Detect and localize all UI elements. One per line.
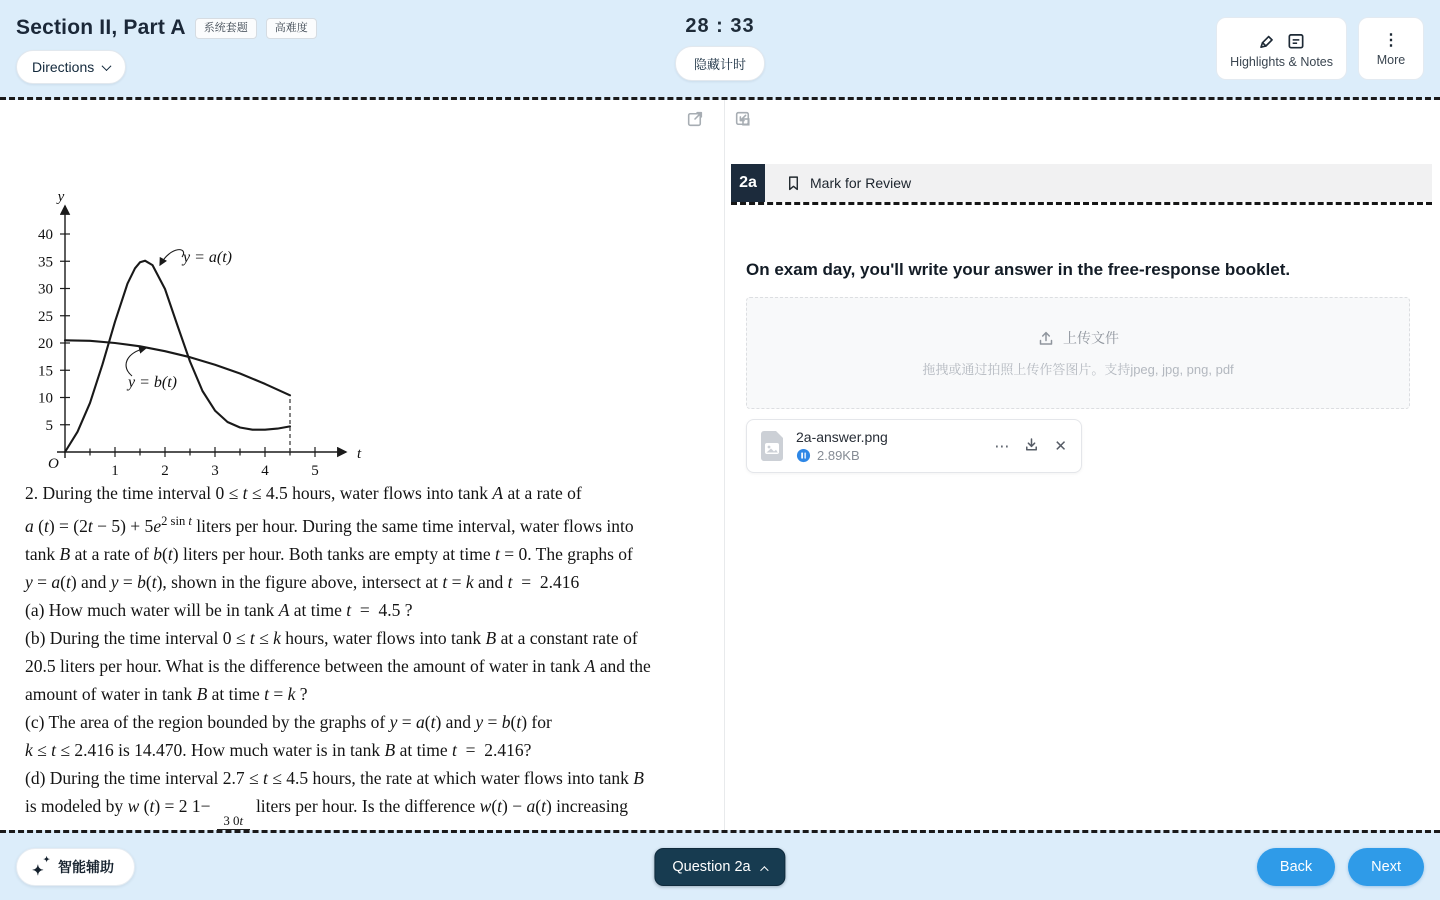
question-line: (a) How much water will be in tank A at time t = 4.5 ? — [25, 599, 413, 620]
question-line: tank B at a rate of b(t) liters per hour. Both tanks are empty at time t = 0. The graphs of — [25, 543, 633, 564]
x-tick-label: 3 — [211, 463, 219, 479]
y-tick-label: 40 — [38, 227, 53, 243]
mark-for-review-button[interactable] — [785, 174, 911, 192]
figure-graph — [20, 190, 368, 492]
ellipsis-icon: ⋯ — [994, 437, 1010, 455]
question-number-badge: 2a — [731, 164, 765, 202]
file-name: 2a-answer.png — [796, 429, 888, 445]
title-row — [16, 16, 317, 40]
x-tick-label: 2 — [161, 463, 169, 479]
header-tools — [1216, 17, 1424, 80]
main-area — [0, 100, 1440, 830]
more-button[interactable] — [1358, 17, 1424, 80]
origin-label: O — [48, 456, 59, 472]
upload-hint: 拖拽或通过拍照上传作答图片。支持jpeg, jpg, png, pdf — [922, 362, 1234, 377]
answer-instruction: On exam day, you'll write your answer in the free-response booklet. — [746, 260, 1291, 279]
upload-status-icon — [796, 448, 811, 463]
x-tick-label: 1 — [111, 463, 119, 479]
more-icon: ⋮ — [1383, 31, 1399, 49]
chevron-up-icon — [760, 866, 768, 874]
curve-a-pointer-arrow — [160, 250, 184, 265]
file-more-button[interactable] — [988, 436, 1015, 457]
x-tick-label: 5 — [311, 463, 319, 479]
y-tick-label: 15 — [38, 363, 53, 380]
question-line: y = a(t) and y = b(t), shown in the figure above, intersect at t = k and t = 2.416 — [25, 571, 580, 592]
highlighter-icon — [1257, 31, 1277, 51]
uploaded-file-card — [746, 419, 1082, 473]
ai-assist-button[interactable] — [16, 848, 135, 886]
upload-button-label: 上传文件 — [1063, 330, 1119, 346]
answer-pane — [725, 100, 1440, 830]
file-remove-button[interactable] — [1048, 436, 1073, 457]
back-button[interactable]: Back — [1257, 848, 1335, 886]
highlights-notes-label: Highlights & Notes — [1230, 54, 1333, 69]
y-tick-label: 25 — [38, 308, 53, 325]
download-icon — [1023, 436, 1040, 453]
curves — [65, 261, 290, 452]
question-line: (b) During the time interval 0 ≤ t ≤ k hours, water flows into tank B at a constant rate of — [25, 627, 638, 648]
question-header-bar — [765, 164, 1432, 202]
chevron-down-icon — [102, 61, 112, 71]
file-download-button[interactable] — [1017, 433, 1046, 459]
timer-block — [675, 15, 765, 81]
file-size: 2.89KB — [817, 448, 860, 463]
question-stem-pane — [0, 100, 724, 830]
curve-a-label: y = a(t) — [183, 249, 232, 266]
exam-footer — [0, 830, 1440, 900]
badge-difficulty: 高难度 — [266, 18, 317, 39]
ai-assist-label: 智能辅助 — [58, 859, 114, 875]
directions-label: Directions — [32, 59, 95, 75]
upload-dropzone[interactable] — [746, 297, 1410, 409]
highlights-notes-button[interactable] — [1216, 17, 1347, 80]
question-nav-button[interactable] — [654, 848, 785, 886]
question-line: a $(t) = (2t - 5) + 5e^{2 sin t}$ liters per hour. During the same time interval, water flows into — [25, 514, 634, 536]
expand-icon — [685, 109, 705, 129]
timer: 28 : 33 — [685, 15, 755, 37]
upload-icon — [1037, 329, 1055, 347]
sparkle-icon: ✦ ✦ — [32, 854, 50, 878]
curve-a — [65, 261, 290, 452]
y-tick-label: 10 — [38, 390, 53, 407]
question-line: is modeled by w (t) = 2 1− 3 0t liters per hour. Is the difference w(t) − a(t) increasing — [25, 792, 693, 846]
bookmark-icon — [785, 174, 802, 192]
y-tick-label: 35 — [38, 254, 53, 271]
mark-for-review-label: Mark for Review — [810, 175, 912, 191]
question-text — [25, 479, 693, 846]
question-line: 20.5 liters per hour. What is the difference between the amount of water in tank A and the — [25, 655, 651, 676]
question-line: 2. During the time interval 0 ≤ t ≤ 4.5 hours, water flows into tank A at a rate of — [25, 483, 582, 503]
question-line: amount of water in tank B at time t = k ? — [25, 683, 308, 704]
question-line: k ≤ t ≤ 2.416 is 14.470. How much water is in tank B at time t = 2.416? — [25, 739, 532, 760]
next-button[interactable]: Next — [1348, 848, 1424, 886]
axis-ticks — [38, 227, 319, 479]
close-icon: ✕ — [1054, 437, 1067, 455]
question-nav-label: Question 2a — [672, 859, 751, 875]
question-line: (c) The area of the region bounded by the graphs of y = a(t) and y = b(t) for — [25, 711, 552, 732]
question-line: (d) During the time interval 2.7 ≤ t ≤ 4.5 hours, the rate at which water flows into tank B — [25, 767, 644, 788]
collapse-pane-button[interactable] — [732, 109, 754, 131]
curve-b-label: y = b(t) — [128, 374, 177, 391]
collapse-icon — [733, 109, 753, 129]
more-label: More — [1376, 52, 1406, 67]
page-title: Section II, Part A — [16, 16, 186, 39]
y-tick-label: 5 — [45, 417, 53, 434]
note-icon — [1286, 31, 1306, 51]
file-image-icon — [759, 430, 785, 462]
question-header — [731, 164, 1432, 205]
x-axis-label: t — [357, 446, 362, 462]
hide-timer-button[interactable]: 隐藏计时 — [675, 46, 765, 81]
directions-button[interactable] — [16, 50, 126, 84]
curve-b-pointer-arrow — [126, 348, 146, 376]
curve-b — [65, 340, 290, 395]
y-axis-label: y — [57, 190, 65, 205]
x-tick-label: 4 — [261, 463, 269, 479]
y-tick-label: 30 — [38, 281, 53, 298]
expand-pane-button[interactable] — [684, 109, 706, 131]
y-tick-label: 20 — [38, 336, 53, 352]
exam-header — [0, 0, 1440, 100]
badge-question-set: 系统套题 — [195, 18, 257, 39]
